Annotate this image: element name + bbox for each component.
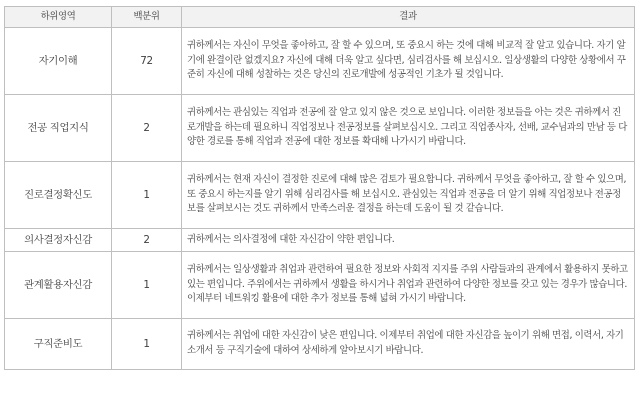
subarea-cell: 진로결정확신도 bbox=[5, 162, 112, 229]
percentile-cell: 1 bbox=[112, 319, 182, 370]
percentile-cell: 1 bbox=[112, 162, 182, 229]
percentile-cell: 1 bbox=[112, 252, 182, 319]
table-row bbox=[5, 229, 635, 252]
table-body bbox=[5, 28, 635, 370]
subarea-cell: 전공 직업지식 bbox=[5, 95, 112, 162]
table-row bbox=[5, 28, 635, 95]
table-row bbox=[5, 319, 635, 370]
result-cell: 귀하께서는 일상생활과 취업과 관련하여 필요한 정보와 사회적 지지를 주위 사람들과의 관계에서 활용하지 못하고 있는 편입니다. 주위에서는 귀하께서 생활을 하시거나 취업과 관련하여 다양한 정보를 갖고 있는 경우가 많습니다. 이제부터 네트워킹 활용에 대한 추가 정보를 통해 넓혀 가시기 바랍니다. bbox=[182, 252, 635, 319]
table-row bbox=[5, 162, 635, 229]
result-cell: 귀하께서는 의사결정에 대한 자신감이 약한 편입니다. bbox=[182, 229, 635, 252]
subarea-cell: 관계활용자신감 bbox=[5, 252, 112, 319]
result-cell: 귀하께서는 관심있는 직업과 전공에 잘 알고 있지 않은 것으로 보입니다. 이러한 정보들을 아는 것은 귀하께서 진로개발을 하는데 필요하니 직업정보나 전공정보를 살펴보십시오. 그리고 직업종사자, 선배, 교수님과의 만남 등 다양한 경로를 통해 직업과 전공에 대한 정보를 확대해 나가시기 바랍니다. bbox=[182, 95, 635, 162]
career-readiness-results-table bbox=[4, 6, 635, 370]
percentile-cell: 2 bbox=[112, 95, 182, 162]
result-cell: 귀하께서는 자신이 무엇을 좋아하고, 잘 할 수 있으며, 또 중요시 하는 것에 대해 비교적 잘 알고 있습니다. 자기 알기에 완결이란 없겠지요? 자신에 대해 더욱 알고 싶다면, 심리검사를 해 보십시오. 일상생활의 다양한 상황에서 꾸준히 자신에 대해 성찰하는 것은 당신의 진로개발에 성공적인 기초가 될 것입니다. bbox=[182, 28, 635, 95]
header-row bbox=[5, 7, 635, 28]
subarea-cell: 구직준비도 bbox=[5, 319, 112, 370]
header-percentile: 백분위 bbox=[112, 7, 182, 28]
percentile-cell: 2 bbox=[112, 229, 182, 252]
result-cell: 귀하께서는 현재 자신이 결정한 진로에 대해 많은 검토가 필요합니다. 귀하께서 무엇을 좋아하고, 잘 할 수 있으며, 또 중요시 하는지를 알기 위해 심리검사를 해 보십시오. 관심있는 직업과 전공을 더 알기 위해 직업정보나 전공정보를 살펴보시는 것도 귀하께서 만족스러운 결정을 하는데 도움이 될 것 같습니다. bbox=[182, 162, 635, 229]
header-area: 하위영역 bbox=[5, 7, 112, 28]
subarea-cell: 자기이해 bbox=[5, 28, 112, 95]
table-row bbox=[5, 252, 635, 319]
table-header bbox=[5, 7, 635, 28]
table-row bbox=[5, 95, 635, 162]
header-result: 결과 bbox=[182, 7, 635, 28]
result-cell: 귀하께서는 취업에 대한 자신감이 낮은 편입니다. 이제부터 취업에 대한 자신감을 높이기 위해 면접, 이력서, 자기소개서 등 구직기술에 대하여 상세하게 알아보시기 바랍니다. bbox=[182, 319, 635, 370]
percentile-cell: 72 bbox=[112, 28, 182, 95]
subarea-cell: 의사결정자신감 bbox=[5, 229, 112, 252]
